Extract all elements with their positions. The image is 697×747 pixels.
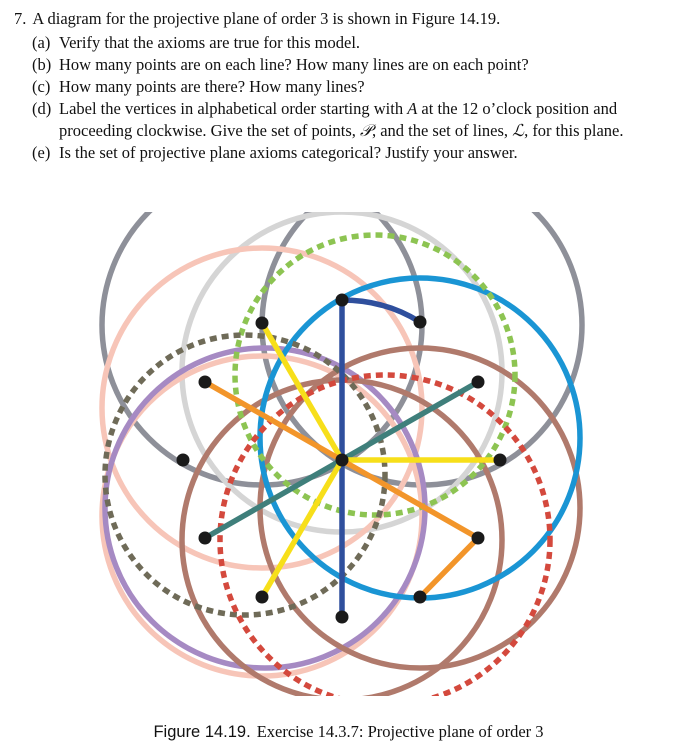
plane-point: [414, 591, 427, 604]
part-e: [14, 142, 684, 164]
part-label: (e): [32, 143, 51, 162]
plane-point: [256, 591, 269, 604]
figure-label: Figure 14.19.: [153, 723, 251, 741]
plane-point: [256, 317, 269, 330]
part-text: , for this plane.: [524, 121, 624, 140]
part-text: Label the vertices in alphabetical order starting with: [59, 99, 408, 118]
part-label: (b): [32, 55, 52, 74]
figure-caption-text: Exercise 14.3.7: Projective plane of order 3: [256, 722, 544, 741]
part-d: [14, 98, 684, 142]
projective-plane-figure: [88, 212, 598, 696]
line-circle-green-dashed: [235, 235, 515, 515]
part-c: [14, 76, 684, 98]
plane-point: [177, 454, 190, 467]
part-text: How many points are there? How many lines?: [59, 77, 365, 96]
plane-point: [472, 376, 485, 389]
plane-point: [336, 294, 349, 307]
part-text: How many points are on each line? How many lines are on each point?: [59, 55, 529, 74]
set-of-points-symbol: 𝒫: [360, 121, 372, 140]
figure-caption: [0, 722, 697, 742]
part-text: Is the set of projective plane axioms categorical? Justify your answer.: [59, 143, 518, 162]
set-of-lines-symbol: ℒ: [512, 121, 525, 140]
part-label: (c): [32, 77, 51, 96]
part-text: Verify that the axioms are true for this model.: [59, 33, 361, 52]
part-label: (a): [32, 33, 51, 52]
plane-point: [472, 532, 485, 545]
problem-parts: [14, 32, 684, 164]
problem-stem: [14, 8, 684, 30]
plane-point: [494, 454, 507, 467]
part-text: , and the set of lines,: [371, 121, 513, 140]
exercise-problem: [14, 8, 684, 164]
plane-point: [414, 316, 427, 329]
plane-point: [199, 376, 212, 389]
problem-number: 7.: [14, 9, 27, 28]
problem-stem-text: A diagram for the projective plane of order 3 is shown in Figure 14.19.: [32, 9, 501, 28]
part-b: [14, 54, 684, 76]
line-arc-navy: [342, 300, 420, 322]
part-text: at the 12 o’clock position and proceeding clockwise. Give the set of points,: [59, 99, 618, 140]
variable-a: A: [407, 99, 418, 118]
plane-point: [199, 532, 212, 545]
projective-plane-diagram: [88, 212, 598, 696]
part-a: [14, 32, 684, 54]
plane-point: [336, 454, 349, 467]
part-label: (d): [32, 99, 52, 118]
plane-point: [336, 611, 349, 624]
